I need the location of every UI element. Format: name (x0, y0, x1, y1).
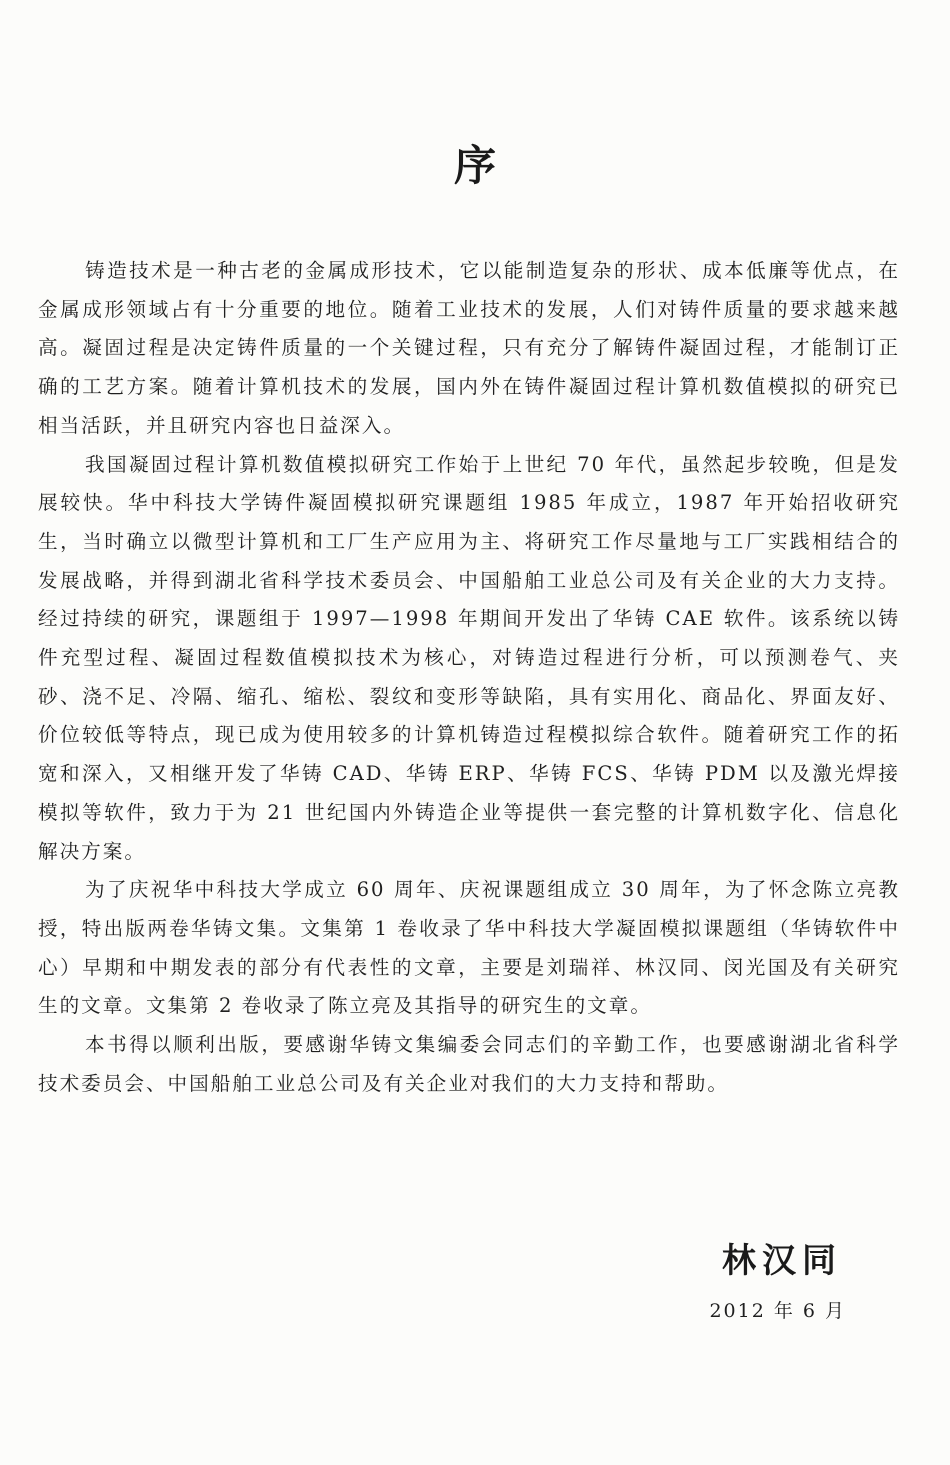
paragraph-4: 本书得以顺利出版，要感谢华铸文集编委会同志们的辛勤工作，也要感谢湖北省科学技术委员会、中国船舶工业总公司及有关企业对我们的大力支持和帮助。 (38, 1033, 900, 1095)
preface-body (38, 252, 900, 1103)
page-title: 序 (453, 141, 496, 190)
paragraph-3: 为了庆祝华中科技大学成立 60 周年、庆祝课题组成立 30 周年，为了怀念陈立亮教授，特出版两卷华铸文集。文集第 1 卷收录了华中科技大学凝固模拟课题组（华铸软件中心）早期和中期发表的部分有代表性的文章，主要是刘瑞祥、林汉同、闵光国及有关研究生的文章。文集第 2 卷收录了陈立亮及其指导的研究生的文章。 (38, 878, 900, 1018)
paragraph-2: 我国凝固过程计算机数值模拟研究工作始于上世纪 70 年代，虽然起步较晚，但是发展较快。华中科技大学铸件凝固模拟研究课题组 1985 年成立，1987 年开始招收研究生，当时确立以微型计算机和工厂生产应用为主、将研究工作尽量地与工厂实践相结合的发展战略，并得到湖北省科学技术委员会、中国船舶工业总公司及有关企业的大力支持。经过持续的研究，课题组于 1997—1998 年期间开发出了华铸 CAE 软件。该系统以铸件充型过程、凝固过程数值模拟技术为核心，对铸造过程进行分析，可以预测卷气、夹砂、浇不足、冷隔、缩孔、缩松、裂纹和变形等缺陷，具有实用化、商品化、界面友好、价位较低等特点，现已成为使用较多的计算机铸造过程模拟综合软件。随着研究工作的拓宽和深入，又相继开发了华铸 CAD、华铸 ERP、华铸 FCS、华铸 PDM 以及激光焊接模拟等软件，致力于为 21 世纪国内外铸造企业等提供一套完整的计算机数字化、信息化解决方案。 (38, 452, 900, 863)
signature-date: 2012 年 6 月 (709, 1300, 846, 1322)
author-signature: 林汉同 (722, 1241, 842, 1281)
paragraph-1: 铸造技术是一种古老的金属成形技术，它以能制造复杂的形状、成本低廉等优点，在金属成形领域占有十分重要的地位。随着工业技术的发展，人们对铸件质量的要求越来越高。凝固过程是决定铸件质量的一个关键过程，只有充分了解铸件凝固过程，才能制订正确的工艺方案。随着计算机技术的发展，国内外在铸件凝固过程计算机数值模拟的研究已相当活跃，并且研究内容也日益深入。 (38, 259, 900, 437)
